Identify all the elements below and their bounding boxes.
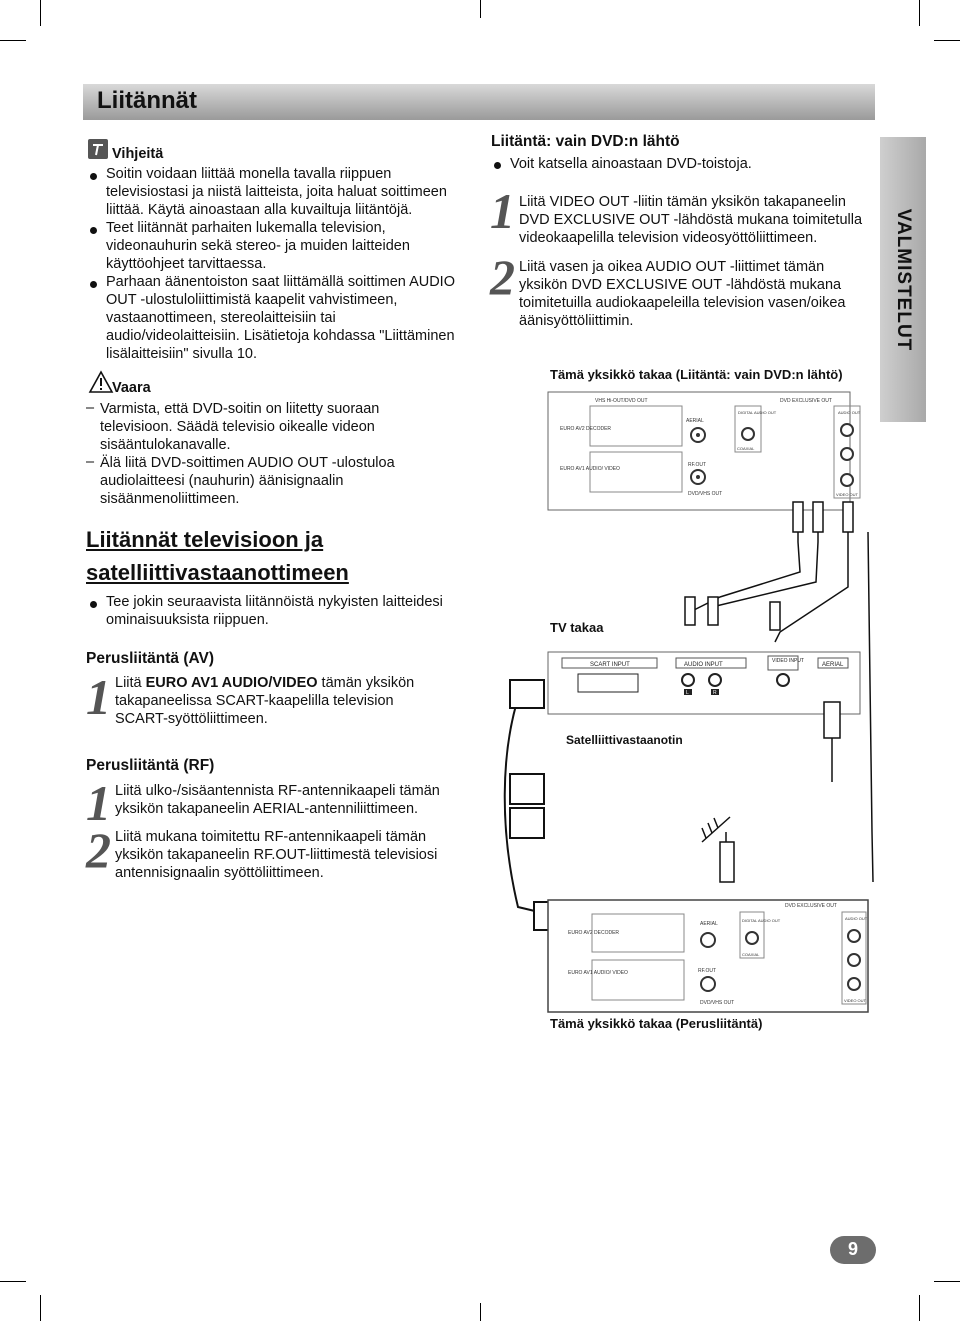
rf-out-label: RF.OUT <box>688 462 707 468</box>
bullet <box>90 227 97 234</box>
tip-item-2: Teet liitännät parhaiten lukemalla television, videonauhurin sekä stereo- ja muiden laitteiden käyttöohjeet tarvittaessa. <box>106 220 410 272</box>
scart-input-label: SCART INPUT <box>590 662 630 668</box>
pen-icon <box>88 139 108 159</box>
bullet <box>494 162 501 169</box>
dvd-exclusive-out-label: DVD EXCLUSIVE OUT <box>780 398 832 404</box>
crop-mark <box>919 1295 920 1321</box>
bullet <box>90 601 97 608</box>
warning-item-2: Älä liitä DVD-soittimen AUDIO OUT -ulostuloa audiolaitteesi (nauhurin) äänisignaalin sisäänmenoliittimeen. <box>100 455 395 507</box>
audio-input-label: AUDIO INPUT <box>684 662 723 668</box>
r-label: R <box>713 690 717 696</box>
step-number: 1 <box>490 183 515 239</box>
dvd-only-bullet: Voit katsella ainoastaan DVD-toistoja. <box>510 156 752 172</box>
rf-heading: Perusliitäntä (RF) <box>86 757 215 774</box>
tv-caption: TV takaa <box>550 620 604 635</box>
warning-heading: Vaara <box>112 380 151 396</box>
crop-mark <box>0 40 26 41</box>
tip-icon <box>88 139 108 159</box>
page-title: Liitännät <box>97 87 197 114</box>
warning-triangle-icon <box>88 370 114 394</box>
tip-item-1: Soitin voidaan liittää monella tavalla riippuen televisiostasi ja niistä laitteista, joita haluat soittimeen liittää. Käytä ainoastaan alla kuvailtuja liitäntöjä. <box>106 166 447 218</box>
crop-mark <box>40 1295 41 1321</box>
aerial-label: AERIAL <box>686 418 704 424</box>
page-number: 9 <box>847 1239 858 1259</box>
tv-back-panel <box>548 652 860 714</box>
side-tab-label: VALMISTELUT <box>893 208 914 351</box>
av-step-1 <box>115 674 445 728</box>
tip-item-3: Parhaan äänentoiston saat liittämällä soittimen AUDIO OUT -ulostuloliittimistä kaapelit vahvistimeen, vastaanottimeen, stereolaitteisiin tai audio/videolaitteisiin. Lisätietoja kohdassa "Liittäminen lisälaitteisiin" sivulla 10. <box>106 274 455 362</box>
crop-mark <box>40 0 41 26</box>
bullet <box>90 281 97 288</box>
euro-av1-label: EURO AV1 AUDIO/ VIDEO <box>560 466 620 472</box>
aerial-tv-label: AERIAL <box>822 662 844 668</box>
page-title-bar <box>83 84 875 120</box>
tv-section-heading-line2: satelliittivastaanottimeen <box>86 560 349 585</box>
av-step-1-post: tämän yksikön takapaneelissa SCART-kaapelilla television SCART-syöttöliittimeen. <box>115 675 415 727</box>
euro-av1-label-bottom: EURO AV1 AUDIO/ VIDEO <box>568 970 628 976</box>
unit-back-panel-top <box>548 392 861 510</box>
dvd-only-heading: Liitäntä: vain DVD:n lähtö <box>491 133 680 150</box>
dvd-vhs-out-label: DVD/VHS OUT <box>688 491 723 497</box>
scart-cable <box>505 680 564 930</box>
digital-audio-out-label-bottom: DIGITAL AUDIO OUT <box>742 918 781 923</box>
audio-out-label-bottom: AUDIO OUT <box>845 916 868 921</box>
bottom-unit-caption: Tämä yksikkö takaa (Perusliitäntä) <box>550 1016 763 1031</box>
dash: – <box>86 454 95 470</box>
av-step-1-bold: EURO AV1 AUDIO/VIDEO <box>145 675 318 691</box>
registration-mark <box>480 1303 481 1321</box>
page-number-badge <box>830 1236 876 1264</box>
video-input-label: VIDEO INPUT <box>772 658 804 664</box>
av-heading: Perusliitäntä (AV) <box>86 650 215 667</box>
video-out-label-bottom: VIDEO OUT <box>844 998 867 1003</box>
tv-section-intro: Tee jokin seuraavista liitännöistä nykyisten laitteidesi ominaisuuksista riippuen. <box>106 594 443 628</box>
audio-out-label: AUDIO OUT <box>838 410 861 415</box>
step-number: 2 <box>490 249 515 305</box>
dvd-vhs-out-label-bottom: DVD/VHS OUT <box>700 1000 735 1006</box>
coaxial-label: COAXIAL <box>737 446 755 451</box>
euro-av2-label: EURO AV2 DECODER <box>560 426 612 432</box>
rf-out-label-bottom: RF.OUT <box>698 968 717 974</box>
aerial-label-bottom: AERIAL <box>700 921 718 927</box>
step-number: 2 <box>86 822 111 878</box>
dvd-only-step-2: Liitä vasen ja oikea AUDIO OUT -liittimet tämän yksikön DVD EXCLUSIVE OUT -lähdöstä mukana toimitetuilla audiokaapeleilla television vasen/oikea äänisyöttöliittimin. <box>519 259 846 329</box>
step-number: 1 <box>86 669 111 725</box>
satellite-caption: Satelliittivastaanotin <box>566 733 683 747</box>
rf-step-1: Liitä ulko-/sisäantennista RF-antennikaapeli tämän yksikön takapaneelin AERIAL-antenniliittimeen. <box>115 783 440 817</box>
rf-cable <box>824 702 840 782</box>
registration-mark <box>480 0 481 18</box>
crop-mark <box>0 1281 26 1282</box>
coaxial-label-bottom: COAXIAL <box>742 952 760 957</box>
crop-mark <box>934 40 960 41</box>
dash: – <box>86 400 95 416</box>
tv-section-heading-line1: Liitännät televisioon ja <box>86 527 324 552</box>
step-number: 1 <box>86 775 111 831</box>
digital-audio-out-label: DIGITAL AUDIO OUT <box>738 410 777 415</box>
dvd-only-step-1: Liitä VIDEO OUT -liitin tämän yksikön takapaneelin DVD EXCLUSIVE OUT -lähdöstä mukana toimitetulla videokaapelilla television videosyöttöliittimeen. <box>519 194 863 246</box>
euro-av2-label-bottom: EURO AV2 DECODER <box>568 930 620 936</box>
video-out-label: VIDEO OUT <box>836 492 859 497</box>
crop-mark <box>919 0 920 26</box>
tips-heading: Vihjeitä <box>112 146 164 162</box>
av-step-1-pre: Liitä <box>115 675 146 691</box>
crop-mark <box>934 1281 960 1282</box>
unit-back-panel-bottom <box>548 900 868 1012</box>
dvd-exclusive-out-label-bottom: DVD EXCLUSIVE OUT <box>785 903 837 909</box>
connection-diagram <box>480 362 880 1031</box>
section-side-tab <box>880 137 926 422</box>
bullet <box>90 173 97 180</box>
antenna-icon <box>702 817 734 882</box>
warning-item-1: Varmista, että DVD-soitin on liitetty suoraan televisioon. Säädä televisio oikealle videon sisääntulokanavalle. <box>100 401 380 453</box>
top-unit-caption: Tämä yksikkö takaa (Liitäntä: vain DVD:n lähtö) <box>550 367 843 382</box>
vhs-out-label: VHS Hi-OUT/DVD OUT <box>595 398 648 404</box>
rf-step-2: Liitä mukana toimitettu RF-antennikaapeli tämän yksikön takapaneelin RF.OUT-liittimestä televisiosi antennisignaalin syöttöliittimeen. <box>115 829 438 881</box>
l-label: L <box>686 690 689 696</box>
